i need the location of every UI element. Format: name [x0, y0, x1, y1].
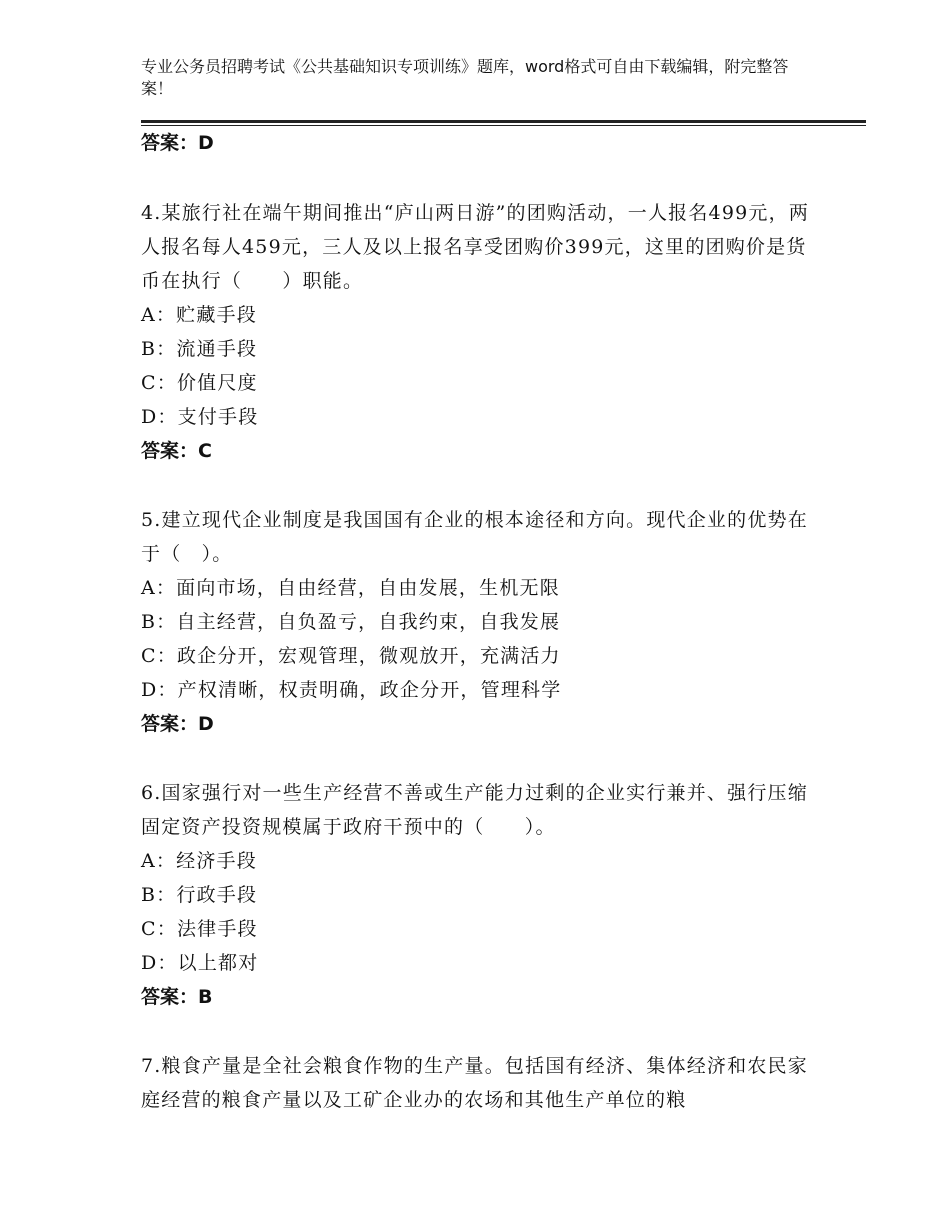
- header-rule-thin: [141, 125, 866, 126]
- answer-q3: 答案：D: [141, 132, 214, 154]
- option-c: C：法律手段: [141, 918, 258, 940]
- answer-q4: 答案：C: [141, 440, 212, 462]
- answer-q5: 答案：D: [141, 713, 214, 735]
- option-c: C：政企分开，宏观管理，微观放开，充满活力: [141, 645, 561, 667]
- question-5: [141, 503, 821, 707]
- page-header: 专业公务员招聘考试《公共基础知识专项训练》题库，word格式可自由下载编辑，附完整答案！: [141, 57, 789, 98]
- option-b: B：行政手段: [141, 884, 258, 906]
- option-d: D：产权清晰，权责明确，政企分开，管理科学: [141, 679, 562, 701]
- option-d: D：支付手段: [141, 406, 259, 428]
- option-a: A：经济手段: [141, 850, 257, 872]
- answer-q6: 答案：B: [141, 986, 213, 1008]
- question-stem: 7.粮食产量是全社会粮食作物的生产量。包括国有经济、集体经济和农民家庭经营的粮食产量以及工矿企业办的农场和其他生产单位的粮: [141, 1055, 808, 1111]
- question-4: [141, 196, 821, 434]
- option-b: B：自主经营，自负盈亏，自我约束，自我发展: [141, 611, 561, 633]
- question-7: [141, 1049, 821, 1117]
- header-rule-thick: [141, 120, 866, 123]
- option-d: D：以上都对: [141, 952, 259, 974]
- question-6: [141, 776, 821, 980]
- option-c: C：价值尺度: [141, 372, 258, 394]
- option-a: A：贮藏手段: [141, 304, 257, 326]
- option-a: A：面向市场，自由经营，自由发展，生机无限: [141, 577, 560, 599]
- option-b: B：流通手段: [141, 338, 258, 360]
- question-stem: 6.国家强行对一些生产经营不善或生产能力过剩的企业实行兼并、强行压缩固定资产投资规模属于政府干预中的（ ）。: [141, 782, 808, 838]
- question-stem: 4.某旅行社在端午期间推出“庐山两日游”的团购活动，一人报名499元，两人报名每人459元，三人及以上报名享受团购价399元，这里的团购价是货币在执行（ ）职能。: [141, 202, 810, 292]
- question-stem: 5.建立现代企业制度是我国国有企业的根本途径和方向。现代企业的优势在于（ ）。: [141, 509, 808, 565]
